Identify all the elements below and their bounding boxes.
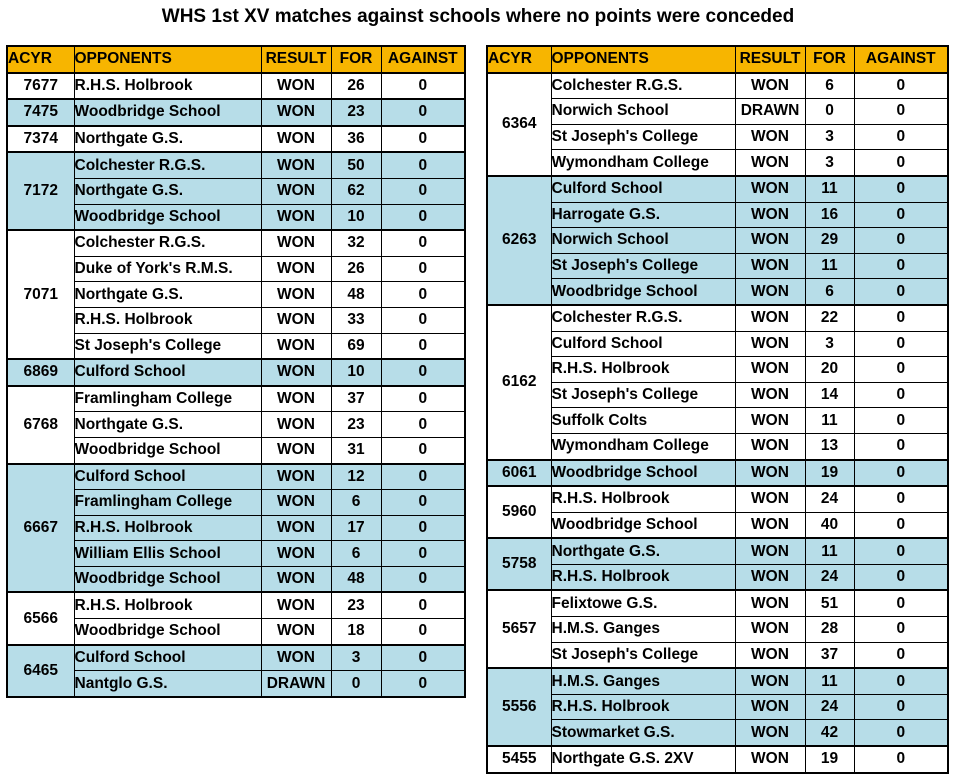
table-row	[487, 617, 948, 643]
result-cell: WON	[261, 73, 331, 100]
against-cell: 0	[854, 433, 948, 459]
opponent-cell: St Joseph's College	[551, 382, 735, 408]
opponent-cell: Woodbridge School	[74, 566, 261, 592]
opponent-cell: Culford School	[74, 464, 261, 490]
for-cell: 11	[805, 408, 854, 434]
table-row	[7, 333, 465, 359]
result-cell: WON	[735, 176, 805, 202]
for-cell: 11	[805, 538, 854, 564]
result-cell: WON	[735, 202, 805, 228]
table-row	[487, 150, 948, 176]
acyr-cell: 5657	[487, 590, 551, 668]
table-row	[487, 99, 948, 125]
table-row	[7, 307, 465, 333]
opponent-cell: R.H.S. Holbrook	[551, 486, 735, 512]
acyr-cell: 5556	[487, 668, 551, 746]
acyr-cell: 6869	[7, 359, 74, 386]
table-row	[487, 73, 948, 99]
against-cell: 0	[854, 99, 948, 125]
opponent-cell: Harrogate G.S.	[551, 202, 735, 228]
opponent-cell: Woodbridge School	[74, 619, 261, 645]
against-cell: 0	[381, 592, 465, 618]
acyr-cell: 5455	[487, 746, 551, 773]
acyr-cell: 5758	[487, 538, 551, 590]
against-cell: 0	[854, 642, 948, 668]
for-cell: 11	[805, 668, 854, 694]
against-cell: 0	[854, 590, 948, 616]
against-cell: 0	[381, 99, 465, 126]
acyr-cell: 6364	[487, 73, 551, 176]
result-cell: WON	[735, 331, 805, 357]
result-cell: WON	[735, 486, 805, 512]
result-cell: WON	[735, 694, 805, 720]
for-cell: 6	[805, 73, 854, 99]
against-cell: 0	[381, 386, 465, 412]
opponent-cell: Northgate G.S. 2XV	[551, 746, 735, 773]
against-cell: 0	[381, 307, 465, 333]
result-cell: WON	[261, 566, 331, 592]
acyr-cell: 7475	[7, 99, 74, 126]
result-cell: WON	[735, 228, 805, 254]
table-row	[487, 279, 948, 305]
acyr-cell: 5960	[487, 486, 551, 538]
against-cell: 0	[854, 538, 948, 564]
for-cell: 42	[805, 720, 854, 746]
result-cell: WON	[735, 150, 805, 176]
against-cell: 0	[381, 204, 465, 230]
table-row	[7, 99, 465, 126]
result-cell: WON	[735, 617, 805, 643]
result-cell: WON	[735, 512, 805, 538]
result-cell: WON	[261, 592, 331, 618]
against-cell: 0	[854, 150, 948, 176]
header-row	[487, 46, 948, 73]
acyr-cell: 7374	[7, 126, 74, 153]
table-row	[7, 152, 465, 178]
header-acyr: ACYR	[487, 46, 551, 73]
result-cell: WON	[261, 645, 331, 671]
table-row	[487, 433, 948, 459]
result-cell: WON	[261, 204, 331, 230]
opponent-cell: Northgate G.S.	[74, 126, 261, 153]
against-cell: 0	[381, 230, 465, 256]
table-row	[7, 671, 465, 697]
results-body-right	[487, 73, 948, 773]
for-cell: 37	[805, 642, 854, 668]
for-cell: 18	[331, 619, 381, 645]
for-cell: 17	[331, 515, 381, 541]
page-title: WHS 1st XV matches against schools where no points were conceded	[161, 6, 795, 27]
opponent-cell: Suffolk Colts	[551, 408, 735, 434]
result-cell: WON	[261, 490, 331, 516]
result-cell: WON	[261, 126, 331, 153]
result-cell: WON	[261, 333, 331, 359]
table-row	[7, 386, 465, 412]
result-cell: WON	[735, 408, 805, 434]
for-cell: 3	[805, 331, 854, 357]
against-cell: 0	[854, 746, 948, 773]
header-for: FOR	[805, 46, 854, 73]
opponent-cell: Framlingham College	[74, 490, 261, 516]
opponent-cell: R.H.S. Holbrook	[74, 73, 261, 100]
against-cell: 0	[381, 619, 465, 645]
result-cell: WON	[261, 256, 331, 282]
result-cell: WON	[735, 382, 805, 408]
for-cell: 26	[331, 73, 381, 100]
for-cell: 10	[331, 359, 381, 386]
for-cell: 19	[805, 460, 854, 487]
table-row	[487, 460, 948, 487]
for-cell: 6	[331, 490, 381, 516]
table-row	[487, 720, 948, 746]
for-cell: 37	[331, 386, 381, 412]
header-acyr: ACYR	[7, 46, 74, 73]
opponent-cell: Framlingham College	[74, 386, 261, 412]
table-row	[487, 357, 948, 383]
against-cell: 0	[381, 178, 465, 204]
opponent-cell: William Ellis School	[74, 541, 261, 567]
result-cell: DRAWN	[735, 99, 805, 125]
header-against: AGAINST	[381, 46, 465, 73]
table-row	[487, 486, 948, 512]
result-cell: WON	[735, 279, 805, 305]
table-row	[487, 408, 948, 434]
result-cell: WON	[735, 538, 805, 564]
opponent-cell: Norwich School	[551, 228, 735, 254]
for-cell: 23	[331, 412, 381, 438]
table-row	[487, 202, 948, 228]
table-row	[7, 73, 465, 100]
header-result: RESULT	[261, 46, 331, 73]
opponent-cell: Woodbridge School	[551, 460, 735, 487]
against-cell: 0	[854, 331, 948, 357]
against-cell: 0	[381, 359, 465, 386]
table-row	[487, 176, 948, 202]
table-row	[487, 590, 948, 616]
result-cell: WON	[735, 642, 805, 668]
for-cell: 3	[331, 645, 381, 671]
table-row	[487, 746, 948, 773]
opponent-cell: Woodbridge School	[551, 512, 735, 538]
table-row	[487, 124, 948, 150]
result-cell: WON	[261, 541, 331, 567]
for-cell: 50	[331, 152, 381, 178]
opponent-cell: Culford School	[551, 331, 735, 357]
opponent-cell: H.M.S. Ganges	[551, 617, 735, 643]
against-cell: 0	[381, 73, 465, 100]
table-row	[7, 566, 465, 592]
header-row	[7, 46, 465, 73]
for-cell: 13	[805, 433, 854, 459]
acyr-cell: 7071	[7, 230, 74, 359]
opponent-cell: Culford School	[74, 359, 261, 386]
header-against: AGAINST	[854, 46, 948, 73]
opponent-cell: St Joseph's College	[551, 253, 735, 279]
opponent-cell: Wymondham College	[551, 433, 735, 459]
table-row	[487, 668, 948, 694]
table-row	[7, 645, 465, 671]
table-row	[7, 178, 465, 204]
for-cell: 0	[331, 671, 381, 697]
opponent-cell: Culford School	[551, 176, 735, 202]
for-cell: 14	[805, 382, 854, 408]
against-cell: 0	[854, 694, 948, 720]
result-cell: WON	[261, 99, 331, 126]
table-row	[7, 541, 465, 567]
against-cell: 0	[854, 512, 948, 538]
against-cell: 0	[381, 671, 465, 697]
for-cell: 3	[805, 124, 854, 150]
against-cell: 0	[854, 228, 948, 254]
against-cell: 0	[854, 617, 948, 643]
for-cell: 11	[805, 176, 854, 202]
for-cell: 24	[805, 564, 854, 590]
opponent-cell: Nantglo G.S.	[74, 671, 261, 697]
for-cell: 48	[331, 282, 381, 308]
result-cell: WON	[261, 359, 331, 386]
table-row	[7, 256, 465, 282]
result-cell: WON	[261, 619, 331, 645]
result-cell: WON	[261, 464, 331, 490]
result-cell: WON	[261, 307, 331, 333]
for-cell: 24	[805, 486, 854, 512]
result-cell: WON	[261, 515, 331, 541]
opponent-cell: R.H.S. Holbrook	[551, 564, 735, 590]
opponent-cell: Felixtowe G.S.	[551, 590, 735, 616]
table-row	[7, 619, 465, 645]
result-cell: WON	[735, 746, 805, 773]
table-row	[7, 592, 465, 618]
table-row	[7, 437, 465, 463]
opponent-cell: Woodbridge School	[74, 437, 261, 463]
table-row	[7, 515, 465, 541]
result-cell: WON	[261, 152, 331, 178]
acyr-cell: 7677	[7, 73, 74, 100]
for-cell: 40	[805, 512, 854, 538]
opponent-cell: Northgate G.S.	[74, 412, 261, 438]
table-row	[7, 359, 465, 386]
against-cell: 0	[854, 73, 948, 99]
against-cell: 0	[854, 357, 948, 383]
result-cell: WON	[735, 433, 805, 459]
for-cell: 23	[331, 592, 381, 618]
against-cell: 0	[381, 515, 465, 541]
opponent-cell: Northgate G.S.	[74, 178, 261, 204]
for-cell: 0	[805, 99, 854, 125]
against-cell: 0	[381, 256, 465, 282]
result-cell: WON	[261, 386, 331, 412]
result-cell: WON	[261, 437, 331, 463]
header-result: RESULT	[735, 46, 805, 73]
result-cell: WON	[735, 73, 805, 99]
against-cell: 0	[854, 382, 948, 408]
opponent-cell: Colchester R.G.S.	[74, 152, 261, 178]
result-cell: WON	[261, 178, 331, 204]
opponent-cell: Woodbridge School	[551, 279, 735, 305]
against-cell: 0	[854, 668, 948, 694]
table-row	[487, 512, 948, 538]
header-opponents: OPPONENTS	[74, 46, 261, 73]
against-cell: 0	[381, 464, 465, 490]
result-cell: WON	[735, 590, 805, 616]
table-row	[487, 694, 948, 720]
opponent-cell: St Joseph's College	[551, 124, 735, 150]
for-cell: 36	[331, 126, 381, 153]
for-cell: 32	[331, 230, 381, 256]
for-cell: 22	[805, 305, 854, 331]
acyr-cell: 6465	[7, 645, 74, 697]
opponent-cell: St Joseph's College	[74, 333, 261, 359]
against-cell: 0	[854, 202, 948, 228]
result-cell: DRAWN	[261, 671, 331, 697]
table-row	[487, 382, 948, 408]
acyr-cell: 6667	[7, 464, 74, 593]
acyr-cell: 6768	[7, 386, 74, 464]
opponent-cell: R.H.S. Holbrook	[74, 515, 261, 541]
opponent-cell: Woodbridge School	[74, 99, 261, 126]
header-for: FOR	[331, 46, 381, 73]
for-cell: 3	[805, 150, 854, 176]
opponent-cell: St Joseph's College	[551, 642, 735, 668]
table-row	[7, 464, 465, 490]
opponent-cell: R.H.S. Holbrook	[551, 357, 735, 383]
opponent-cell: R.H.S. Holbrook	[74, 592, 261, 618]
for-cell: 26	[331, 256, 381, 282]
against-cell: 0	[854, 176, 948, 202]
table-row	[7, 204, 465, 230]
for-cell: 19	[805, 746, 854, 773]
opponent-cell: Colchester R.G.S.	[74, 230, 261, 256]
opponent-cell: Northgate G.S.	[551, 538, 735, 564]
results-body-left	[7, 73, 465, 697]
result-cell: WON	[261, 282, 331, 308]
for-cell: 20	[805, 357, 854, 383]
table-row	[487, 331, 948, 357]
for-cell: 69	[331, 333, 381, 359]
result-cell: WON	[735, 564, 805, 590]
results-table-right	[486, 45, 949, 774]
opponent-cell: R.H.S. Holbrook	[74, 307, 261, 333]
opponent-cell: Culford School	[74, 645, 261, 671]
for-cell: 33	[331, 307, 381, 333]
result-cell: WON	[261, 412, 331, 438]
against-cell: 0	[854, 253, 948, 279]
against-cell: 0	[854, 408, 948, 434]
result-cell: WON	[735, 357, 805, 383]
table-row	[7, 490, 465, 516]
opponent-cell: H.M.S. Ganges	[551, 668, 735, 694]
result-cell: WON	[735, 460, 805, 487]
for-cell: 31	[331, 437, 381, 463]
result-cell: WON	[735, 253, 805, 279]
table-row	[487, 564, 948, 590]
table-row	[487, 228, 948, 254]
table-row	[7, 230, 465, 256]
against-cell: 0	[381, 566, 465, 592]
opponent-cell: Wymondham College	[551, 150, 735, 176]
against-cell: 0	[854, 564, 948, 590]
opponent-cell: Northgate G.S.	[74, 282, 261, 308]
against-cell: 0	[381, 437, 465, 463]
table-row	[487, 253, 948, 279]
opponent-cell: Stowmarket G.S.	[551, 720, 735, 746]
table-row	[487, 538, 948, 564]
for-cell: 10	[331, 204, 381, 230]
for-cell: 16	[805, 202, 854, 228]
acyr-cell: 6566	[7, 592, 74, 644]
acyr-cell: 6162	[487, 305, 551, 460]
against-cell: 0	[854, 124, 948, 150]
acyr-cell: 6061	[487, 460, 551, 487]
table-row	[487, 642, 948, 668]
header-opponents: OPPONENTS	[551, 46, 735, 73]
against-cell: 0	[381, 282, 465, 308]
table-row	[7, 412, 465, 438]
against-cell: 0	[381, 541, 465, 567]
result-cell: WON	[735, 305, 805, 331]
result-cell: WON	[735, 668, 805, 694]
for-cell: 6	[805, 279, 854, 305]
results-table-left	[6, 45, 466, 698]
for-cell: 29	[805, 228, 854, 254]
for-cell: 62	[331, 178, 381, 204]
for-cell: 48	[331, 566, 381, 592]
for-cell: 23	[331, 99, 381, 126]
result-cell: WON	[735, 124, 805, 150]
table-row	[7, 282, 465, 308]
against-cell: 0	[854, 279, 948, 305]
acyr-cell: 6263	[487, 176, 551, 305]
against-cell: 0	[854, 720, 948, 746]
opponent-cell: Norwich School	[551, 99, 735, 125]
for-cell: 24	[805, 694, 854, 720]
for-cell: 6	[331, 541, 381, 567]
against-cell: 0	[381, 645, 465, 671]
for-cell: 51	[805, 590, 854, 616]
against-cell: 0	[381, 412, 465, 438]
acyr-cell: 7172	[7, 152, 74, 230]
opponent-cell: Duke of York's R.M.S.	[74, 256, 261, 282]
for-cell: 12	[331, 464, 381, 490]
opponent-cell: Woodbridge School	[74, 204, 261, 230]
result-cell: WON	[261, 230, 331, 256]
for-cell: 11	[805, 253, 854, 279]
against-cell: 0	[381, 333, 465, 359]
against-cell: 0	[854, 460, 948, 487]
opponent-cell: R.H.S. Holbrook	[551, 694, 735, 720]
against-cell: 0	[854, 305, 948, 331]
against-cell: 0	[381, 490, 465, 516]
opponent-cell: Colchester R.G.S.	[551, 305, 735, 331]
table-row	[7, 126, 465, 153]
opponent-cell: Colchester R.G.S.	[551, 73, 735, 99]
table-row	[487, 305, 948, 331]
result-cell: WON	[735, 720, 805, 746]
for-cell: 28	[805, 617, 854, 643]
against-cell: 0	[854, 486, 948, 512]
against-cell: 0	[381, 152, 465, 178]
against-cell: 0	[381, 126, 465, 153]
